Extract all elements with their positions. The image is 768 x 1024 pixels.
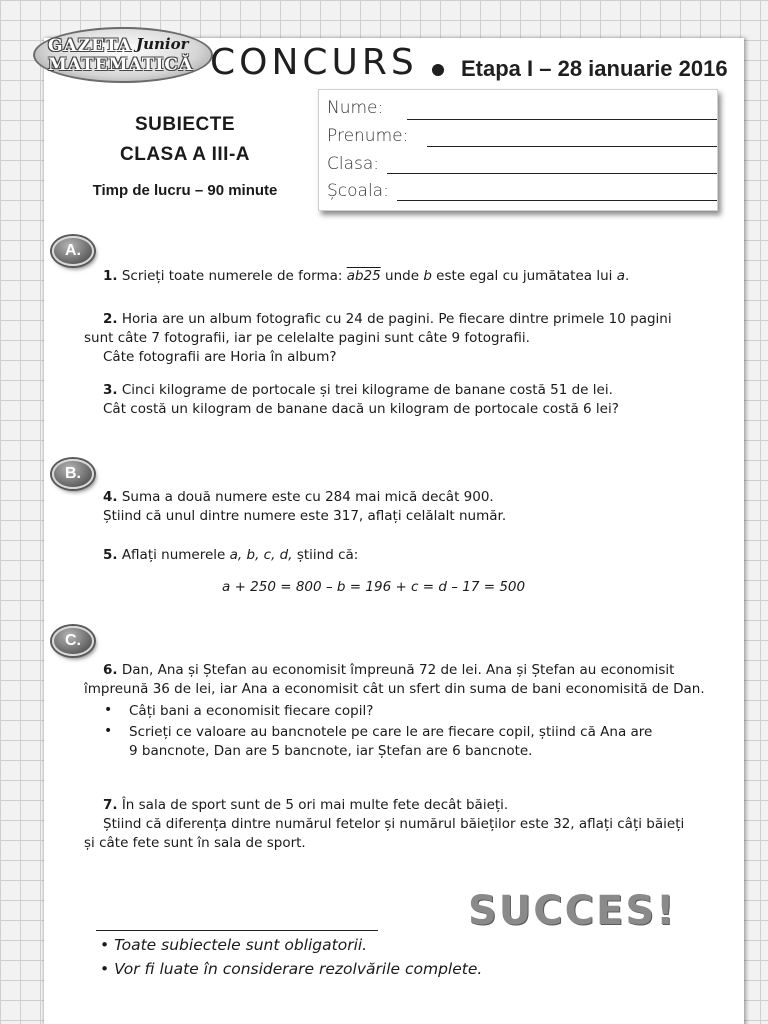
class-label: Clasa:	[327, 154, 380, 174]
footer-note-1: • Toate subiectele sunt obligatorii.	[100, 936, 368, 954]
problem-2-line-2: sunt câte 7 fotografii, iar pe celelalte pagini sunt câte 9 fotografii.	[84, 330, 530, 346]
bullet-dot-1: •	[104, 702, 113, 718]
problem-4-line-1: Suma a două numere este cu 284 mai mică decât 900.	[117, 489, 494, 505]
problem-1-text: Scrieți toate numerele de forma:	[117, 268, 347, 284]
problem-1-var-b: b	[423, 268, 432, 284]
problem-3-line-1: Cinci kilograme de portocale și trei kilograme de banane costă 51 de lei.	[117, 382, 613, 398]
name-field[interactable]	[407, 119, 717, 120]
problem-2-line-1: Horia are un album fotografic cu 24 de pagini. Pe fiecare dintre primele 10 pagini	[117, 311, 672, 327]
problem-7-line-3: și câte fete sunt în sala de sport.	[84, 835, 306, 851]
school-label: Școala:	[327, 181, 389, 201]
problem-6-bullet-2-line-2: 9 bancnote, Dan are 5 bancnote, iar Ștefan are 6 bancnote.	[129, 743, 533, 759]
problem-3-question: Cât costă un kilogram de banane dacă un kilogram de portocale costă 6 lei?	[103, 401, 619, 417]
footer-rule	[96, 930, 378, 931]
problem-3-number: 3.	[103, 382, 118, 398]
surname-label: Prenume:	[327, 126, 409, 146]
problem-4-question: Știind că unul dintre numere este 317, aflați celălalt număr.	[103, 508, 507, 524]
problem-5-vars: a, b, c, d,	[229, 547, 293, 563]
problem-4-number: 4.	[103, 489, 118, 505]
problem-7	[84, 796, 724, 853]
problem-5-text: Aflați numerele	[117, 547, 230, 563]
contest-title: CONCURS	[210, 42, 418, 83]
section-badge-a: A.	[52, 236, 94, 266]
problem-6	[84, 661, 724, 699]
problem-1-text-b: unde	[380, 268, 424, 284]
problem-5	[84, 546, 724, 565]
problem-7-line-1: În sala de sport sunt de 5 ori mai multe fete decât băieți.	[117, 797, 509, 813]
problem-3	[84, 381, 724, 419]
problem-6-number: 6.	[103, 662, 118, 678]
problem-6-line-1: Dan, Ana și Ștefan au economisit împreună 72 de lei. Ana și Ștefan au economisit	[117, 662, 675, 678]
problem-4	[84, 488, 724, 526]
surname-field[interactable]	[427, 146, 717, 147]
problem-6-bullet-2-line-1: Scrieți ce valoare au bancnotele pe care le are fiecare copil, știind că Ana are	[129, 724, 653, 740]
problem-2-number: 2.	[103, 311, 118, 327]
problem-5-text-b: știind că:	[292, 547, 359, 563]
problem-1-text-d: .	[624, 268, 630, 284]
subject-time: Timp de lucru – 90 minute	[92, 182, 278, 199]
subject-class: CLASA A III-A	[120, 144, 250, 165]
problem-7-number: 7.	[103, 797, 118, 813]
problem-1-var-a: a	[616, 268, 625, 284]
problem-6-bullet-1: Câți bani a economisit fiecare copil?	[129, 703, 374, 719]
subject-block	[90, 110, 280, 199]
problem-1	[84, 267, 724, 286]
logo-text-matematica: MATEMATICĂ	[48, 55, 194, 75]
name-label: Nume:	[327, 98, 384, 118]
problem-5-equation: a + 250 = 800 – b = 196 + c = d – 17 = 500	[222, 579, 526, 595]
problem-2	[84, 310, 724, 367]
problem-7-line-2: Știind că diferența dintre numărul fetelor și numărul băieților este 32, aflați câți băieți	[103, 816, 685, 832]
footer-note-2: • Vor fi luate în considerare rezolvările complete.	[100, 960, 483, 978]
class-field[interactable]	[387, 173, 717, 174]
logo-text-junior: Junior	[136, 35, 189, 53]
logo-text-gazeta: GAZETA	[48, 36, 132, 56]
succes-message: SUCCES!	[468, 888, 677, 934]
contest-stage-date: Etapa I – 28 ianuarie 2016	[461, 56, 728, 81]
problem-1-overline-number: ab25	[346, 268, 381, 284]
school-field[interactable]	[397, 200, 717, 201]
title-separator-dot	[432, 64, 444, 76]
section-badge-c: C.	[52, 626, 94, 656]
student-id-box	[318, 89, 718, 211]
problem-5-number: 5.	[103, 547, 118, 563]
section-badge-b: B.	[52, 459, 94, 489]
problem-2-question: Câte fotografii are Horia în album?	[103, 349, 337, 365]
problem-6-line-2: împreună 36 de lei, iar Ana a economisit cât un sfert din suma de bani economisită de Dan.	[84, 681, 705, 697]
bullet-dot-2: •	[104, 723, 113, 739]
problem-1-text-c: este egal cu jumătatea lui	[431, 268, 617, 284]
subject-title: SUBIECTE	[134, 114, 236, 135]
problem-1-number: 1.	[103, 268, 118, 284]
